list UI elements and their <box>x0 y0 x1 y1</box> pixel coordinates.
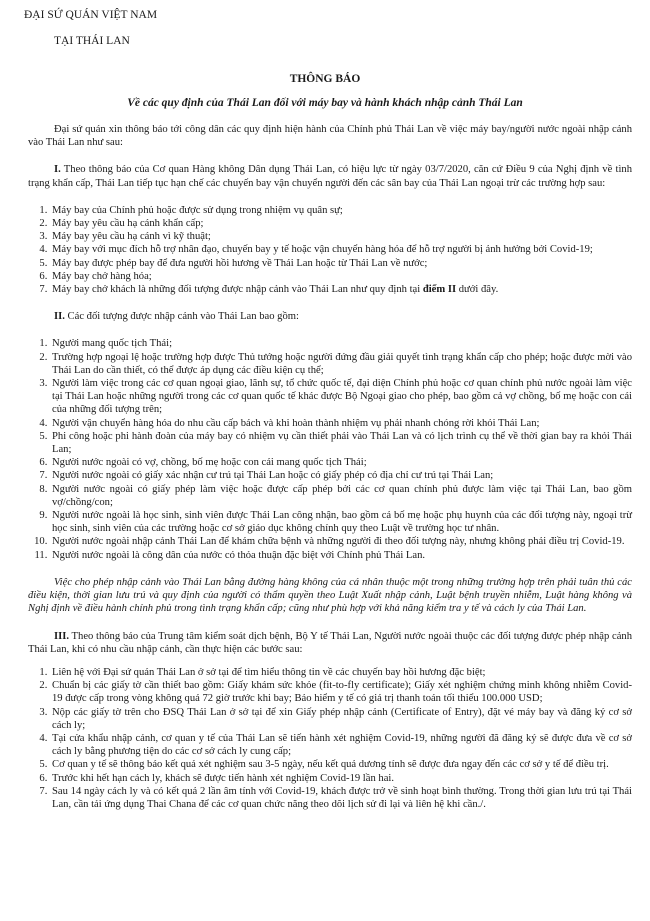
list-item-text: Máy bay chở khách là những đối tượng được nhập cảnh vào Thái Lan như quy định tại <box>52 284 423 296</box>
section-3-paragraph <box>28 630 632 656</box>
list-item: 3. Người làm việc trong các cơ quan ngoại giao, lãnh sự, tổ chức quốc tế, đại diện Chính phủ hoặc cơ quan chính phủ nước ngoài làm việc tại Thái Lan hoặc những người trong các cơ quan quốc tế khác được Bộ Ngoại giao cho phép, bao gồm cả vợ chồng, bố mẹ hoặc con cái của những đối tượng trên; <box>50 377 632 417</box>
list-item: 3. Nộp các giấy tờ trên cho ĐSQ Thái Lan ở sở tại để xin Giấy phép nhập cảnh (Certificate of Entry), đặt vé máy bay và đăng ký cơ sở cách ly; <box>50 706 632 732</box>
section-3-list <box>28 666 632 811</box>
list-item: 2. Chuẩn bị các giấy tờ cần thiết bao gồm: Giấy khám sức khỏe (fit-to-fly certificate); Giấy xét nghiệm chứng minh không nhiễm Covid-19 được cấp trong vòng không quá 72 giờ trước khi bay; Bảo hiểm y tế có giá trị thanh toán tối thiểu 100.000 USD; <box>50 679 632 705</box>
list-item: 9. Người nước ngoài là học sinh, sinh viên được Thái Lan công nhận, bao gồm cả bố mẹ hoặc phụ huynh của các đối tượng này, ngoại trừ học sinh, sinh viên của các trường hoặc cơ sở giáo dục không chính quy theo Luật về trường học tư nhân. <box>50 509 632 535</box>
list-item: 3. Máy bay yêu cầu hạ cánh vì kỹ thuật; <box>50 230 632 243</box>
section-1-numeral: I. <box>54 164 61 176</box>
embassy-location: TẠI THÁI LAN <box>54 35 130 47</box>
notice-title: THÔNG BÁO <box>289 73 361 85</box>
list-item: 1. Liên hệ với Đại sứ quán Thái Lan ở sở tại để tìm hiểu thông tin về các chuyến bay hồi hương đặc biệt; <box>50 666 632 679</box>
list-item: 2. Trường hợp ngoại lệ hoặc trường hợp được Thủ tướng hoặc người đứng đầu giải quyết tình trạng khẩn cấp cho phép; hoặc được mời vào Thái Lan do cần thiết, có thể được áp dụng các điều kiện cụ thể; <box>50 351 632 377</box>
list-item <box>50 283 632 296</box>
list-item: 1. Máy bay của Chính phủ hoặc được sử dụng trong nhiệm vụ quân sự; <box>50 204 632 217</box>
list-item: 11. Người nước ngoài là công dân của nước có thỏa thuận đặc biệt với Chính phủ Thái Lan. <box>50 549 632 562</box>
section-2-list <box>28 337 632 561</box>
list-item: 6. Người nước ngoài có vợ, chồng, bố mẹ hoặc con cái mang quốc tịch Thái; <box>50 456 632 469</box>
list-item: 5. Cơ quan y tế sẽ thông báo kết quả xét nghiệm sau 3-5 ngày, nếu kết quả dương tính sẽ được đưa ngay đến các cơ sở y tế để điều trị. <box>50 758 632 771</box>
section-1-paragraph <box>28 163 632 189</box>
section-2-paragraph <box>28 310 632 323</box>
embassy-name: ĐẠI SỨ QUÁN VIỆT NAM <box>24 9 158 21</box>
list-item: 10. Người nước ngoài nhập cảnh Thái Lan để khám chữa bệnh và những người đi theo đối tượng này, nhưng không phải điều trị Covid-19. <box>50 535 632 548</box>
list-item-text: dưới đây. <box>456 284 499 296</box>
notice-body <box>28 123 632 811</box>
list-item: 2. Máy bay yêu cầu hạ cánh khẩn cấp; <box>50 217 632 230</box>
list-item: 8. Người nước ngoài có giấy phép làm việc hoặc được cấp phép bởi các cơ quan chính phủ được làm việc tại Thái Lan, bao gồm vợ/chồng/con; <box>50 483 632 509</box>
list-item: 5. Máy bay được phép bay để đưa người hồi hương về Thái Lan hoặc từ Thái Lan về nước; <box>50 257 632 270</box>
section-2-numeral: II. <box>54 311 65 323</box>
notice-subtitle: Về các quy định của Thái Lan đối với máy bay và hành khách nhập cảnh Thái Lan <box>127 97 523 109</box>
section-1-list <box>28 204 632 296</box>
list-item: 6. Máy bay chở hàng hóa; <box>50 270 632 283</box>
list-item: 4. Người vận chuyển hàng hóa do nhu cầu cấp bách và khi hoàn thành nhiệm vụ phải nhanh chóng rời khỏi Thái Lan; <box>50 417 632 430</box>
section-2-text: Các đối tượng được nhập cảnh vào Thái Lan bao gồm: <box>64 311 299 323</box>
section-2-note: Việc cho phép nhập cảnh vào Thái Lan bằng đường hàng không của cá nhân thuộc một trong những trường hợp trên phải tuân thủ các điều kiện, thời gian lưu trú và quy định của người có thẩm quyền theo Luật Xuất nhập cảnh, Luật bệnh truyền nhiễm, Luật hàng không và Nghị định về điều hành chính phủ trong tình trạng khẩn cấp; cũng như phù hợp với khả năng kiểm tra y tế và cách ly của Thái Lan. <box>28 576 632 615</box>
list-item: 4. Tại cửa khẩu nhập cảnh, cơ quan y tế của Thái Lan sẽ tiến hành xét nghiệm Covid-19, những người đã đăng ký sẽ được đưa về cơ sở cách ly bằng phương tiện do các cơ sở cách ly cung cấp; <box>50 732 632 758</box>
list-item-emphasis: điểm II <box>422 284 457 296</box>
section-3-text: Theo thông báo của Trung tâm kiểm soát dịch bệnh, Bộ Y tế Thái Lan, Người nước ngoài thuộc các đối tượng được phép nhập cảnh Thái Lan, khi có nhu cầu nhập cảnh, cần thực hiện các bước sau: <box>28 630 632 655</box>
list-item: 5. Phi công hoặc phi hành đoàn của máy bay có nhiệm vụ cần thiết phải vào Thái Lan và có lịch trình cụ thể về thời gian bay ra khỏi Thái Lan; <box>50 430 632 456</box>
list-item: 7. Sau 14 ngày cách ly và có kết quả 2 lần âm tính với Covid-19, khách được trở về sinh hoạt bình thường. Trong thời gian lưu trú tại Thái Lan, cần tải ứng dụng Thai Chana để các cơ quan chức năng theo dõi lịch sử đi lại và liên hệ khi cần./. <box>50 785 632 811</box>
list-item: 4. Máy bay với mục đích hỗ trợ nhân đạo, chuyến bay y tế hoặc vận chuyển hàng hóa để hỗ trợ người bị ảnh hưởng bởi Covid-19; <box>50 243 632 256</box>
list-item: 7. Người nước ngoài có giấy xác nhận cư trú tại Thái Lan hoặc có giấy phép có địa chỉ cư trú tại Thái Lan; <box>50 469 632 482</box>
list-item: 1. Người mang quốc tịch Thái; <box>50 337 632 350</box>
section-3-numeral: III. <box>54 630 70 642</box>
intro-paragraph: Đại sứ quán xin thông báo tới công dân các quy định hiện hành của Chính phủ Thái Lan về việc máy bay/người nước ngoài nhập cảnh vào Thái Lan như sau: <box>28 124 632 149</box>
list-item: 6. Trước khi hết hạn cách ly, khách sẽ được tiến hành xét nghiệm Covid-19 lần hai. <box>50 772 632 785</box>
section-1-text: Theo thông báo của Cơ quan Hàng không Dân dụng Thái Lan, có hiệu lực từ ngày 03/7/2020, căn cứ Điều 9 của Nghị định về tình trạng khẩn cấp, Thái Lan tiếp tục hạn chế các chuyến bay vận chuyển người đến các sân bay của Thái Lan ngoại trừ các trường hợp sau: <box>28 164 632 189</box>
